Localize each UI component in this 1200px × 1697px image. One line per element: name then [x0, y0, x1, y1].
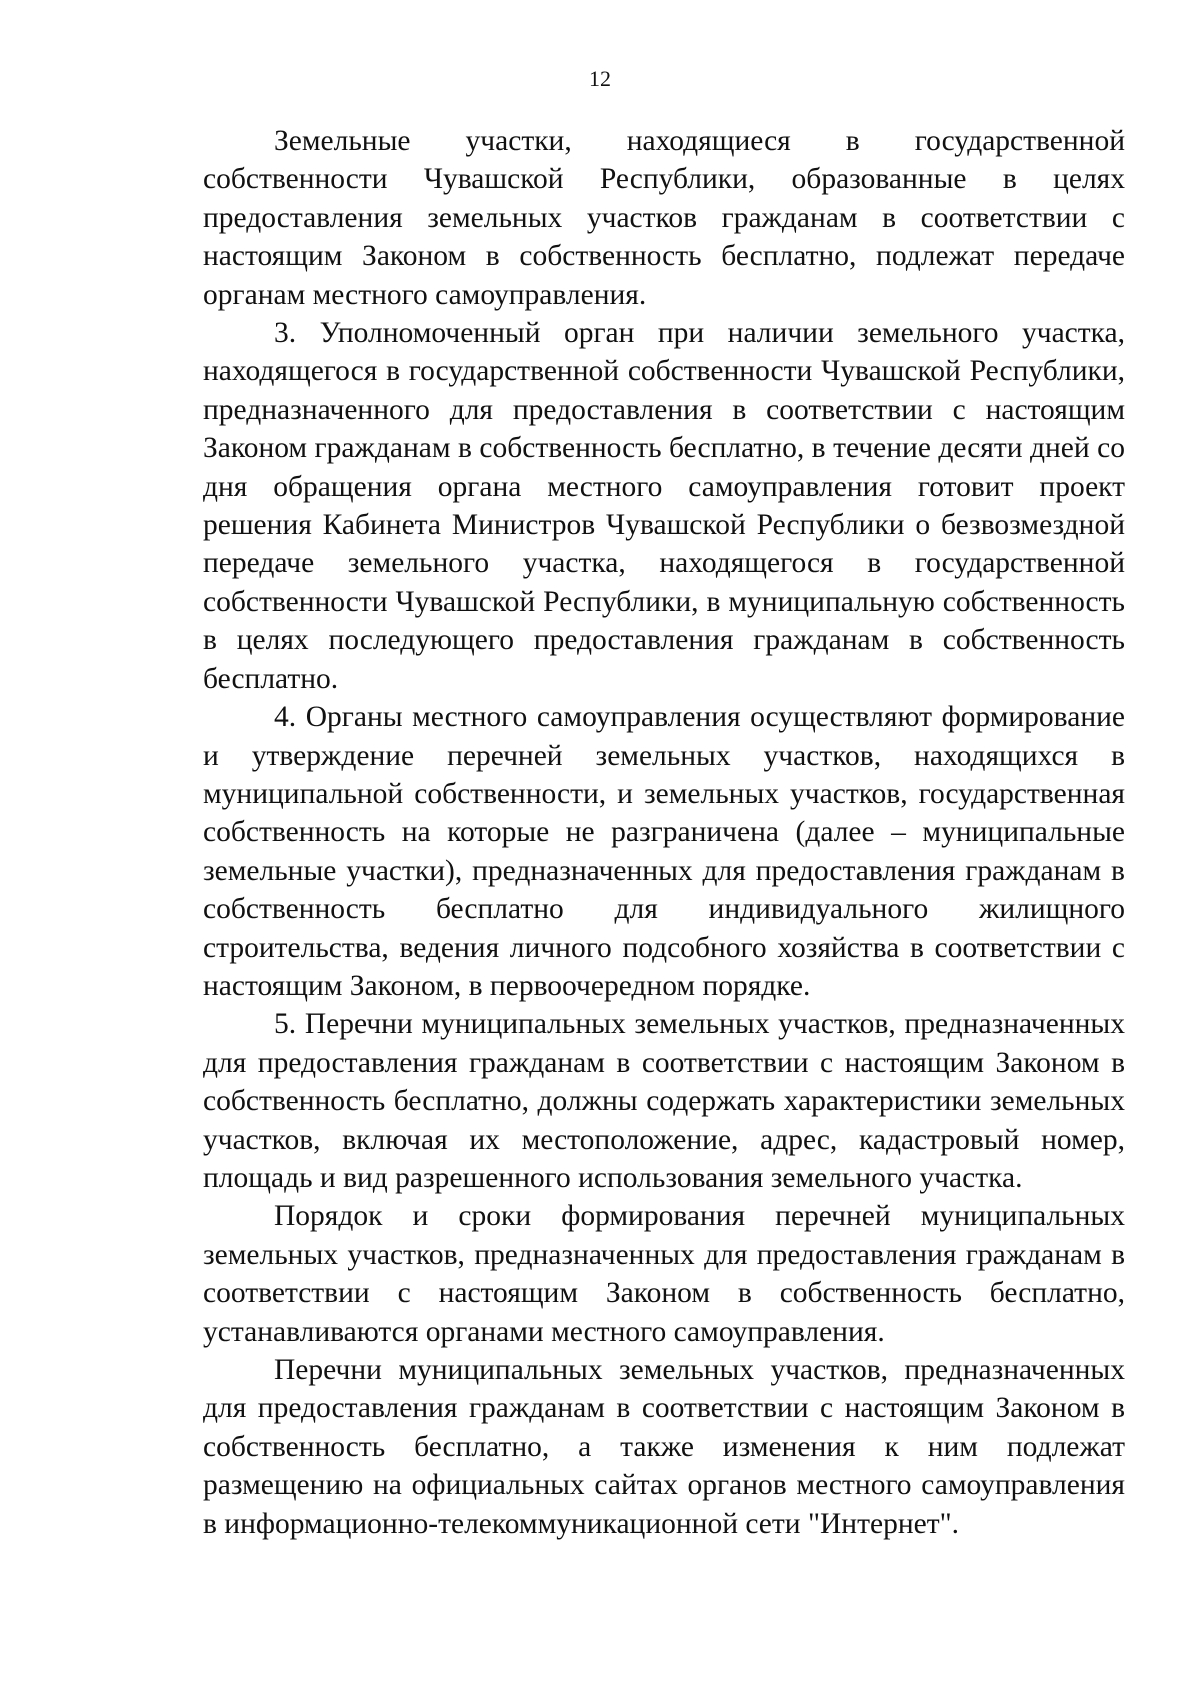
paragraph-clause-3: 3. Уполномоченный орган при наличии земельного участка, находящегося в государственной собственности Чувашской Республики, предназначенного для предоставления в соответствии с настоящим Законом гражданам в собственность бесплатно, в течение десяти дней со дня обращения органа местного самоуправления готовит проект решения Кабинета Министров Чувашской Республики о безвозмездной передаче земельного участка, находящегося в государственной собственности Чувашской Республики, в муниципальную собственность в целях последующего предоставления гражданам в собственность бесплатно. [203, 317, 1125, 695]
paragraph-list-publication: Перечни муниципальных земельных участков, предназначенных для предоставления гражданам в соответствии с настоящим Законом в собственность бесплатно, а также изменения к ним подлежат размещению на официальных сайтах органов местного самоуправления в информационно-телекоммуникационной сети "Интернет". [203, 1354, 1125, 1540]
page-number: 12 [589, 66, 611, 91]
paragraph-transfer-to-local-government: Земельные участки, находящиеся в государственной собственности Чувашской Республики, образованные в целях предоставления земельных участков гражданам в соответствии с настоящим Законом в собственность бесплатно, подлежат передаче органам местного самоуправления. [203, 125, 1125, 311]
paragraph-clause-4: 4. Органы местного самоуправления осуществляют формирование и утверждение перечней земельных участков, находящихся в муниципальной собственности, и земельных участков, государственная собственность на которые не разграничена (далее – муниципальные земельные участки), предназначенных для предоставления гражданам в собственность бесплатно для индивидуального жилищного строительства, ведения личного подсобного хозяйства в соответствии с настоящим Законом, в первоочередном порядке. [203, 701, 1125, 1002]
document-body [203, 122, 1125, 1543]
paragraph-list-procedure: Порядок и сроки формирования перечней муниципальных земельных участков, предназначенных для предоставления гражданам в соответствии с настоящим Законом в собственность бесплатно, устанавливаются органами местного самоуправления. [203, 1200, 1125, 1348]
paragraph-clause-5: 5. Перечни муниципальных земельных участков, предназначенных для предоставления гражданам в соответствии с настоящим Законом в собственность бесплатно, должны содержать характеристики земельных участков, включая их местоположение, адрес, кадастровый номер, площадь и вид разрешенного использования земельного участка. [203, 1008, 1125, 1194]
